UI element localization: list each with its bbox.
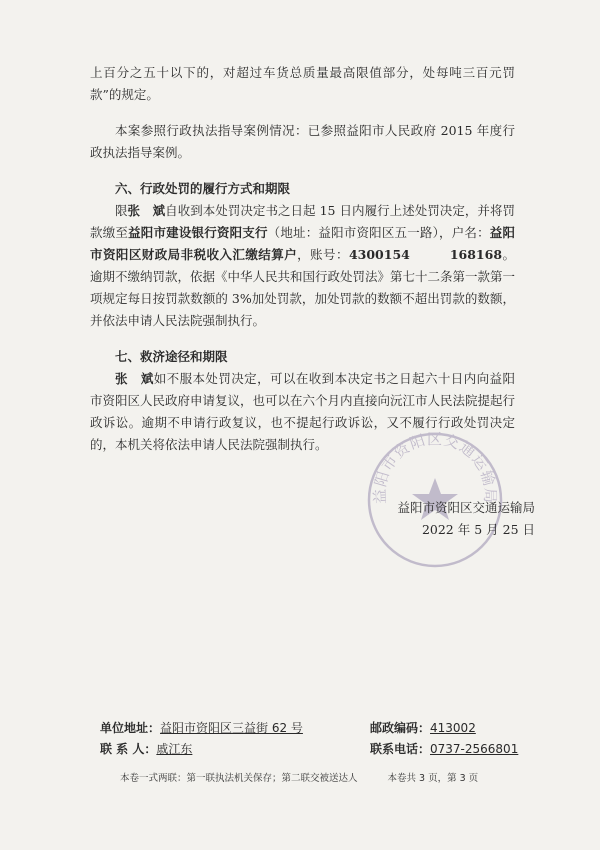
party-name-2: 张 斌 bbox=[115, 371, 154, 386]
account-number-2: 168168 bbox=[449, 247, 503, 262]
paragraph-2: 本案参照行政执法指导案例情况：已参照益阳市人民政府 2015 年度行政执法指导案例。 bbox=[90, 123, 515, 160]
document-body bbox=[90, 62, 515, 456]
postcode-value: 413002 bbox=[430, 721, 476, 735]
issuing-organization: 益阳市资阳区交通运输局 bbox=[397, 500, 535, 515]
phone-label: 联系电话： bbox=[370, 742, 431, 756]
postcode-label: 邮政编码： bbox=[370, 721, 431, 735]
s6-text-2: （地址：益阳市资阳区五一路），户名： bbox=[267, 225, 490, 240]
phone-value: 0737-2566801 bbox=[430, 742, 519, 756]
contact-value: 戚江东 bbox=[156, 742, 193, 756]
party-name: 张 斌 bbox=[127, 203, 166, 218]
contact-label: 联 系 人： bbox=[100, 742, 157, 756]
bank-name: 益阳市建设银行资阳支行 bbox=[128, 225, 268, 240]
footnote bbox=[120, 770, 520, 784]
account-name: 益阳市资阳区财政局非税收入汇缴结算户 bbox=[90, 225, 515, 262]
account-number-1: 4300154 bbox=[348, 247, 410, 262]
footnote-right: 本卷共 3 页，第 3 页 bbox=[387, 773, 479, 784]
section-7-title: 七、救济途径和期限 bbox=[115, 349, 228, 364]
footnote-left: 本卷一式两联：第一联执法机关保存；第二联交被送达人 bbox=[120, 773, 358, 784]
paragraph-1: 上百分之五十以下的，对超过车货总质量最高限值部分，处每吨三百元罚款”的规定。 bbox=[90, 65, 515, 102]
s6-text-4: 。逾期不缴纳罚款，依据《中华人民共和国行政处罚法》第七十二条第一款第一项规定每日按罚款数额的 3%加处罚款，加处罚款的数额不超出罚款的数额，并依法申请人民法院强制执行。 bbox=[90, 247, 516, 328]
issue-date: 2022 年 5 月 25 日 bbox=[421, 522, 535, 537]
s6-text-1: 自收到本处罚决定书之日起 15 日内履行上述处罚决定，并将罚款缴至 bbox=[90, 203, 515, 240]
footer-contact bbox=[100, 718, 520, 760]
section-6-title: 六、行政处罚的履行方式和期限 bbox=[115, 181, 291, 196]
s6-text-3: ，账号： bbox=[297, 247, 349, 262]
signature-block bbox=[360, 497, 535, 541]
seal-text: 益阳市资阳区交通运输局 bbox=[370, 430, 500, 505]
address-label: 单位地址： bbox=[100, 721, 161, 735]
s7-text: 如不服本处罚决定，可以在收到本决定书之日起六十日内向益阳市资阳区人民政府申请复议，也可以在六个月内直接向沅江市人民法院提起行政诉讼。逾期不申请行政复议，也不提起行政诉讼，又不履行行政处罚决定的，本机关将依法申请人民法院强制执行。 bbox=[90, 371, 516, 452]
address-value: 益阳市资阳区三益街 62 号 bbox=[160, 721, 303, 735]
s6-pre: 限 bbox=[115, 203, 128, 218]
section-6-paragraph bbox=[90, 200, 515, 332]
